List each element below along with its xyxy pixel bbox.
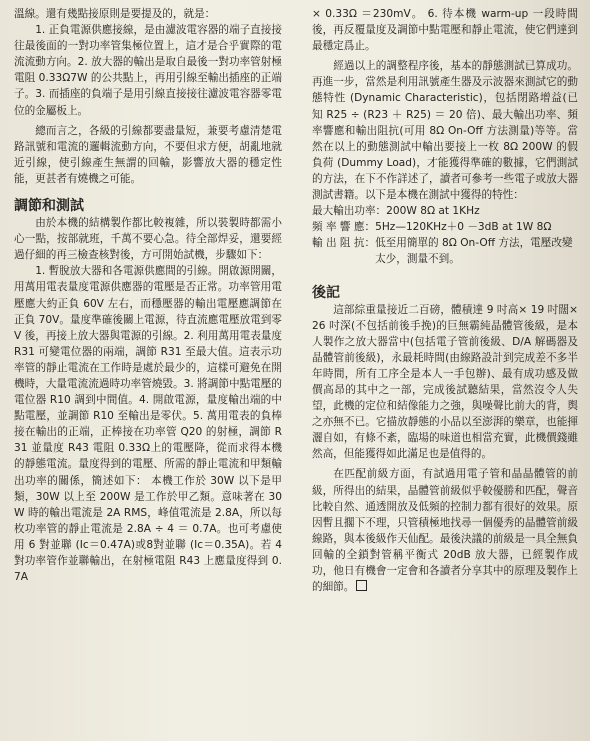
paragraph-intro-tail: 溫線。還有幾點接原則是要提及的，就是：: [14, 8, 216, 20]
left-column: [14, 0, 282, 585]
paragraph-afterword: 這部綜重量接近二百磅，體積達 9 吋高× 19 吋闊× 26 吋深(不包括前後手挽)的巨無霸純晶體管後級，是本人製作之放大器當中(包括電子管前後級、D/A 解碼器及晶體管前後級)，永最耗時間(由線路設計到完成差不多半年時間，所有工序全是本人一手包辦)、最有成功感及做價高昂的其中之一部，完成後試聽結果，當然沒令人失望，此機的定位和結像能力之強，與噪聲比前大的背，舆之亦無不已。它描放靜態的小品以至澎湃的樂章，也能揮灑自如，有條不紊，臨場的味道也相當充實，此機價錢雖然高，但能獲得如此滿足也是值得的。: [312, 303, 578, 461]
paragraph-test-steps: 1. 暫脫放大器和各電源供應間的引線。開啟源開關，用萬用電表量度電源供應器的電壓是否正常。功率管用電壓應大約正負 60V 左右，而穩壓器的輸出電壓應調節在正負 70V。量度準確後關上電源，待直流應電壓放電到零 V 後，再接上放大器與電源的引線。2. 利用萬用電表量度 R31 可變電位器的兩端，調節 R31 至最大值。這表示功率管的靜止電流在工作時是處於最少的，這樣可避免在開機時，大量電流流過時功率管燒毀。3. 將調節中點電壓的電位器 R10 調到中間值。4. 開啟電源，量度輸出端的中點電壓，並調節 R10 至輸出是零伏。5. 萬用電表的負棒接在輸出的正端，正棒接在功率管 Q20 的射極，調節 R31 並量度 R43 電阻 0.33Ω上的電壓降，從而求得本機的靜態電流。量度得到的電壓、所需的靜止電流和甲類輸出功率的關係，簡述如下： 本機工作於 30W 以下是甲類，30W 以上至 200W 是工作於甲乙類。意味著在 30W 時的輸出電流是 2A RMS，峰值電流是 2.8A，所以每枚功率管的靜止電流是 2.8A ÷ 4 ＝ 0.7A。也可考慮使用 6 對並聯 (Ic＝0.47A)或8對並聯 (Ic＝0.35A)。若 4 對功率管作並聯輸出，在射極電阻 R43 上應量度得到 0.7A: [14, 265, 282, 584]
paragraph-preamp-text: 在匹配前級方面，有試過用電子管和晶晶體管的前級，所得出的結果，晶體管前級似乎較優勝和匹配，聲音比較自然、通透開放及低頻的控制力都有很好的效果。原因暫且擱下不理，只管積極地找尋一個優秀的晶體管前級線路，與本後級作天仙配。最後決議的前級是一具全無負回輸的全鎖對管稱平衡式 20dB 放大器，已經製作成功，他日有機會一定會和各讀者分享其中的原理及製作上的細節。: [312, 468, 578, 594]
end-mark-icon: [356, 580, 367, 591]
spec-label: 輸 出 阻 抗：: [312, 237, 376, 250]
spec-value: 5Hz—120KHz＋0 －3dB at 1W 8Ω: [375, 221, 552, 234]
spec-row: [312, 235, 578, 267]
paragraph-summary: 總而言之，各級的引線都要盡量短，兼要考慮清楚電路訊號和電流的邏輯流動方向，不要但求方便，胡亂地就近引線，使引線產生無謂的回輸，影響放大器的穩定性能，更甚者有燒機之可能。: [14, 124, 282, 185]
spec-table: [312, 203, 578, 267]
spec-row: [312, 219, 578, 235]
right-column: [312, 0, 578, 595]
paragraph-dynamic-test: 經過以上的調整程序後，基本的靜態測試已算成功。再進一步，當然是利用訊號產生器及示波器來測試它的動態特性 (Dynamic Characteristic)，包括閉路增益(已知 R25 ÷ (R23 ＋ R25) ＝ 20 倍)、最大輸出功率、頻率響應和輸出阻抗(可用 8Ω On-Off 方法測量)等等。當然在以上的動態測試中輸出要接上一枚 8Ω 200W 的假負荷 (Dummy Load)，才能獲得準確的數據，它們測試的方法，在下不作詳述了，讀者可參考一些電子或放大器測試書籍。以下是本機在測試中獲得的特性：: [312, 60, 578, 202]
spec-label: 頻 率 響 應：: [312, 221, 376, 234]
paragraph-step-six: × 0.33Ω ＝230mV。 6. 待本機 warm-up 一段時間後，再反覆量度及調節中點電壓和靜止電流，使它們達到最穩定爲止。: [312, 8, 578, 53]
spec-value: 200W 8Ω at 1KHz: [386, 205, 480, 218]
spec-value: 低至用簡單的 8Ω On-Off 方法，電壓改變太少，測量不到。: [375, 237, 573, 266]
paragraph-preamp-match: [312, 466, 578, 595]
paragraph-wiring-rules: 1. 正負電源供應接線，是由濾波電容器的端子直接接往最後面的一對功率管集極位置上，這才是合乎實際的電流流動方向。2. 放大器的輸出是取自最後一對功率管射極電阻 0.33Ω7W 的公共點上，再用引線至輸出插座的正端子。3. 而插座的負端子是用引線直接接往濾波電容器零電位的金屬板上。: [14, 24, 282, 117]
section-heading-adjust-test: 調節和測試: [14, 198, 84, 215]
spec-label: 最大輸出功率：: [312, 205, 387, 218]
section-heading-afterword: 後記: [312, 284, 340, 301]
spec-row: [312, 203, 578, 219]
paragraph-test-intro: 由於本機的結構製作都比較複雜，所以裝製時都需小心一點，按部就班，千萬不要心急。待全部焊妥，還要經過仔細的再三檢查核對後，方可開始試機，步驟如下：: [14, 217, 282, 262]
